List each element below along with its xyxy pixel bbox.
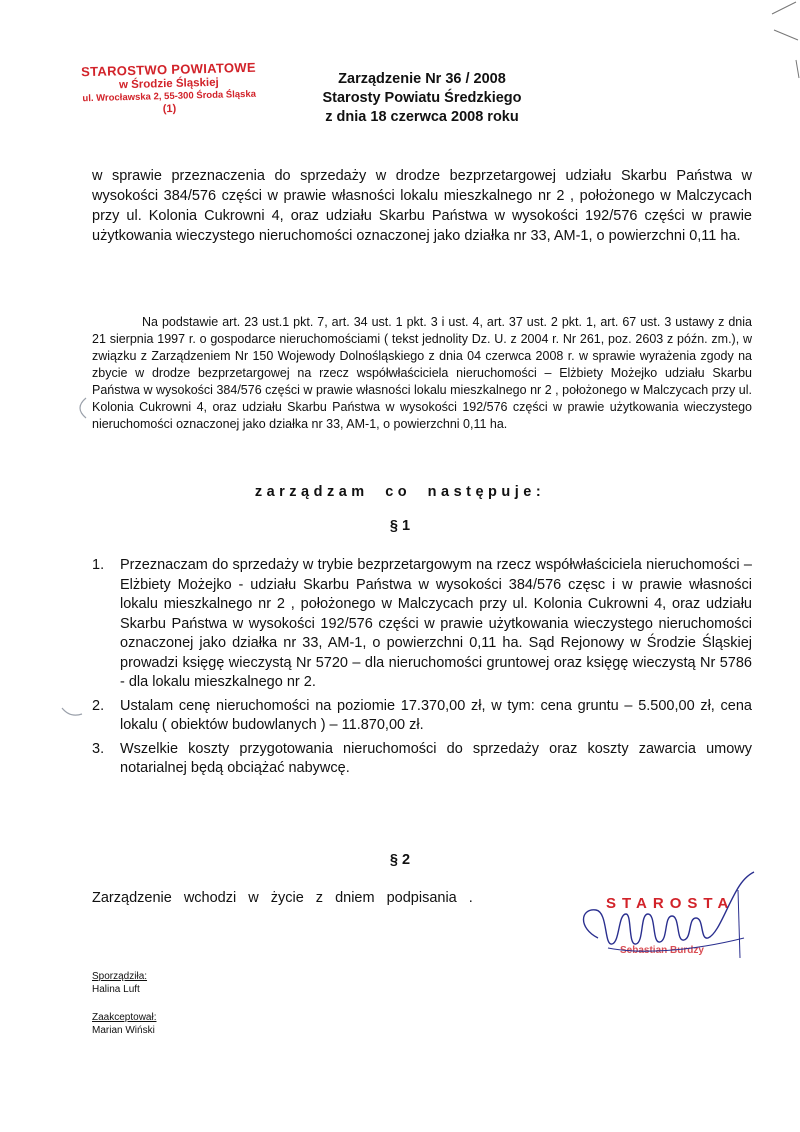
item-text: Wszelkie koszty przygotowania nieruchomości do sprzedaży oraz koszty zawarcia umowy notarialnej będą obciążać nabywcę. xyxy=(120,740,752,776)
section-2-heading: § 2 xyxy=(389,852,411,868)
header-issuer: Starosty Powiatu Średzkiego xyxy=(322,90,522,106)
order-heading: zarządzam co następuje: xyxy=(254,484,546,500)
stamp-line-2: w Środzie Śląskiej xyxy=(118,76,219,92)
page-corner-fold xyxy=(768,0,800,80)
item-number: 1. xyxy=(92,557,105,573)
list-item xyxy=(92,740,752,779)
accepted-by-label: Zaakceptował: xyxy=(92,1012,157,1023)
item-text: Ustalam cenę nieruchomości na poziomie 17.370,00 zł, w tym: cena gruntu – 5.500,00 zł, cena lokalu ( obiektów budowlanych ) – 11.870,00 zł. xyxy=(120,697,752,733)
list-item xyxy=(92,697,752,736)
handwritten-signature xyxy=(568,868,768,978)
prepared-by-name: Halina Luft xyxy=(92,984,140,995)
document-header xyxy=(292,70,552,127)
stamp-line-4: (1) xyxy=(162,102,177,116)
office-stamp xyxy=(57,59,280,118)
order-items-list xyxy=(92,556,752,783)
legal-basis-paragraph: Na podstawie art. 23 ust.1 pkt. 7, art. 34 ust. 1 pkt. 3 i ust. 4, art. 37 ust. 2 pkt. 1, art. 67 ust. 3 ustawy z dnia 21 sierpnia 1997 r. o gospodarce nieruchomościami ( tekst jednolity Dz. U. z 2004 r. Nr 261, poz. 2603 z późn. zm.), w związku z Zarządzeniem Nr 150 Wojewody Dolnośląskiego z dnia 04 czerwca 2008 r. w sprawie wyrażenia zgody na zbycie w drodze bezprzetargowej na rzecz współwłaściciela nieruchomości – Elżbiety Możejko udziału Skarbu Państwa w wysokości 384/576 części w prawie własności lokalu mieszkalnego nr 2 , położonego w Malczycach przy ul. Kolonia Cukrowni 4, oraz udziału Skarbu Państwa w wysokości 192/576 części w prawie użytkowania wieczystego nieruchomości oznaczonej jako działka nr 33, AM-1, o powierzchni 0,11 ha. xyxy=(92,315,752,431)
header-date: z dnia 18 czerwca 2008 roku xyxy=(325,109,519,125)
list-item xyxy=(92,556,752,693)
prepared-by-label: Sporządziła: xyxy=(92,971,148,982)
stamp-line-1: STAROSTWO POWIATOWE xyxy=(80,59,257,80)
header-title: Zarządzenie Nr 36 / 2008 xyxy=(338,71,506,87)
subject-paragraph: w sprawie przeznaczenia do sprzedaży w drodze bezprzetargowej udziału Skarbu Państwa w wysokości 384/576 części w prawie własności lokalu mieszkalnego nr 2 , położonego w Malczycach przy ul. Kolonia Cukrowni 4, oraz udziału Skarbu Państwa w wysokości 192/576 części w prawie użytkowania wieczystego nieruchomości oznaczonej jako działka nr 33, AM-1, o powierzchni 0,11 ha. xyxy=(92,168,752,244)
item-number: 2. xyxy=(92,697,105,714)
accepted-by-block xyxy=(92,1011,156,1037)
stamp-title: STAROSTA xyxy=(606,895,735,912)
section-1-heading: § 1 xyxy=(389,518,411,534)
margin-mark xyxy=(60,704,84,720)
stamp-line-3: ul. Wrocławska 2, 55-300 Środa Śląska xyxy=(82,88,257,105)
accepted-by-name: Marian Wiński xyxy=(92,1025,155,1036)
prepared-by-block xyxy=(92,970,147,996)
stamp-name: Sebastian Burdzy xyxy=(620,945,704,956)
effective-date-clause: Zarządzenie wchodzi w życie z dniem podpisania . xyxy=(92,890,473,906)
margin-mark xyxy=(70,396,90,420)
item-number: 3. xyxy=(92,740,105,757)
item-text: Przeznaczam do sprzedaży w trybie bezprzetargowym na rzecz współwłaściciela nieruchomości – Elżbiety Możejko - udziału Skarbu Państwa w wysokości 384/576 częsc i w prawie własności lokalu mieszkalnego nr 2 , położonego w Malczycach przy ul. Kolonia Cukrowni 4, oraz udziału Skarbu Państwa w wysokości 192/576 części w prawie użytkowania wieczystego nieruchomości oznaczonej jako działka nr 33, AM-1, o powierzchni 0,11 ha. Sąd Rejonowy w Środzie Śląskiej prowadzi księgę wieczystą Nr 5720 – dla nieruchomości gruntowej oraz księgę wieczystą Nr 5786 - dla lokalu mieszkalnego nr 2. xyxy=(120,557,752,690)
